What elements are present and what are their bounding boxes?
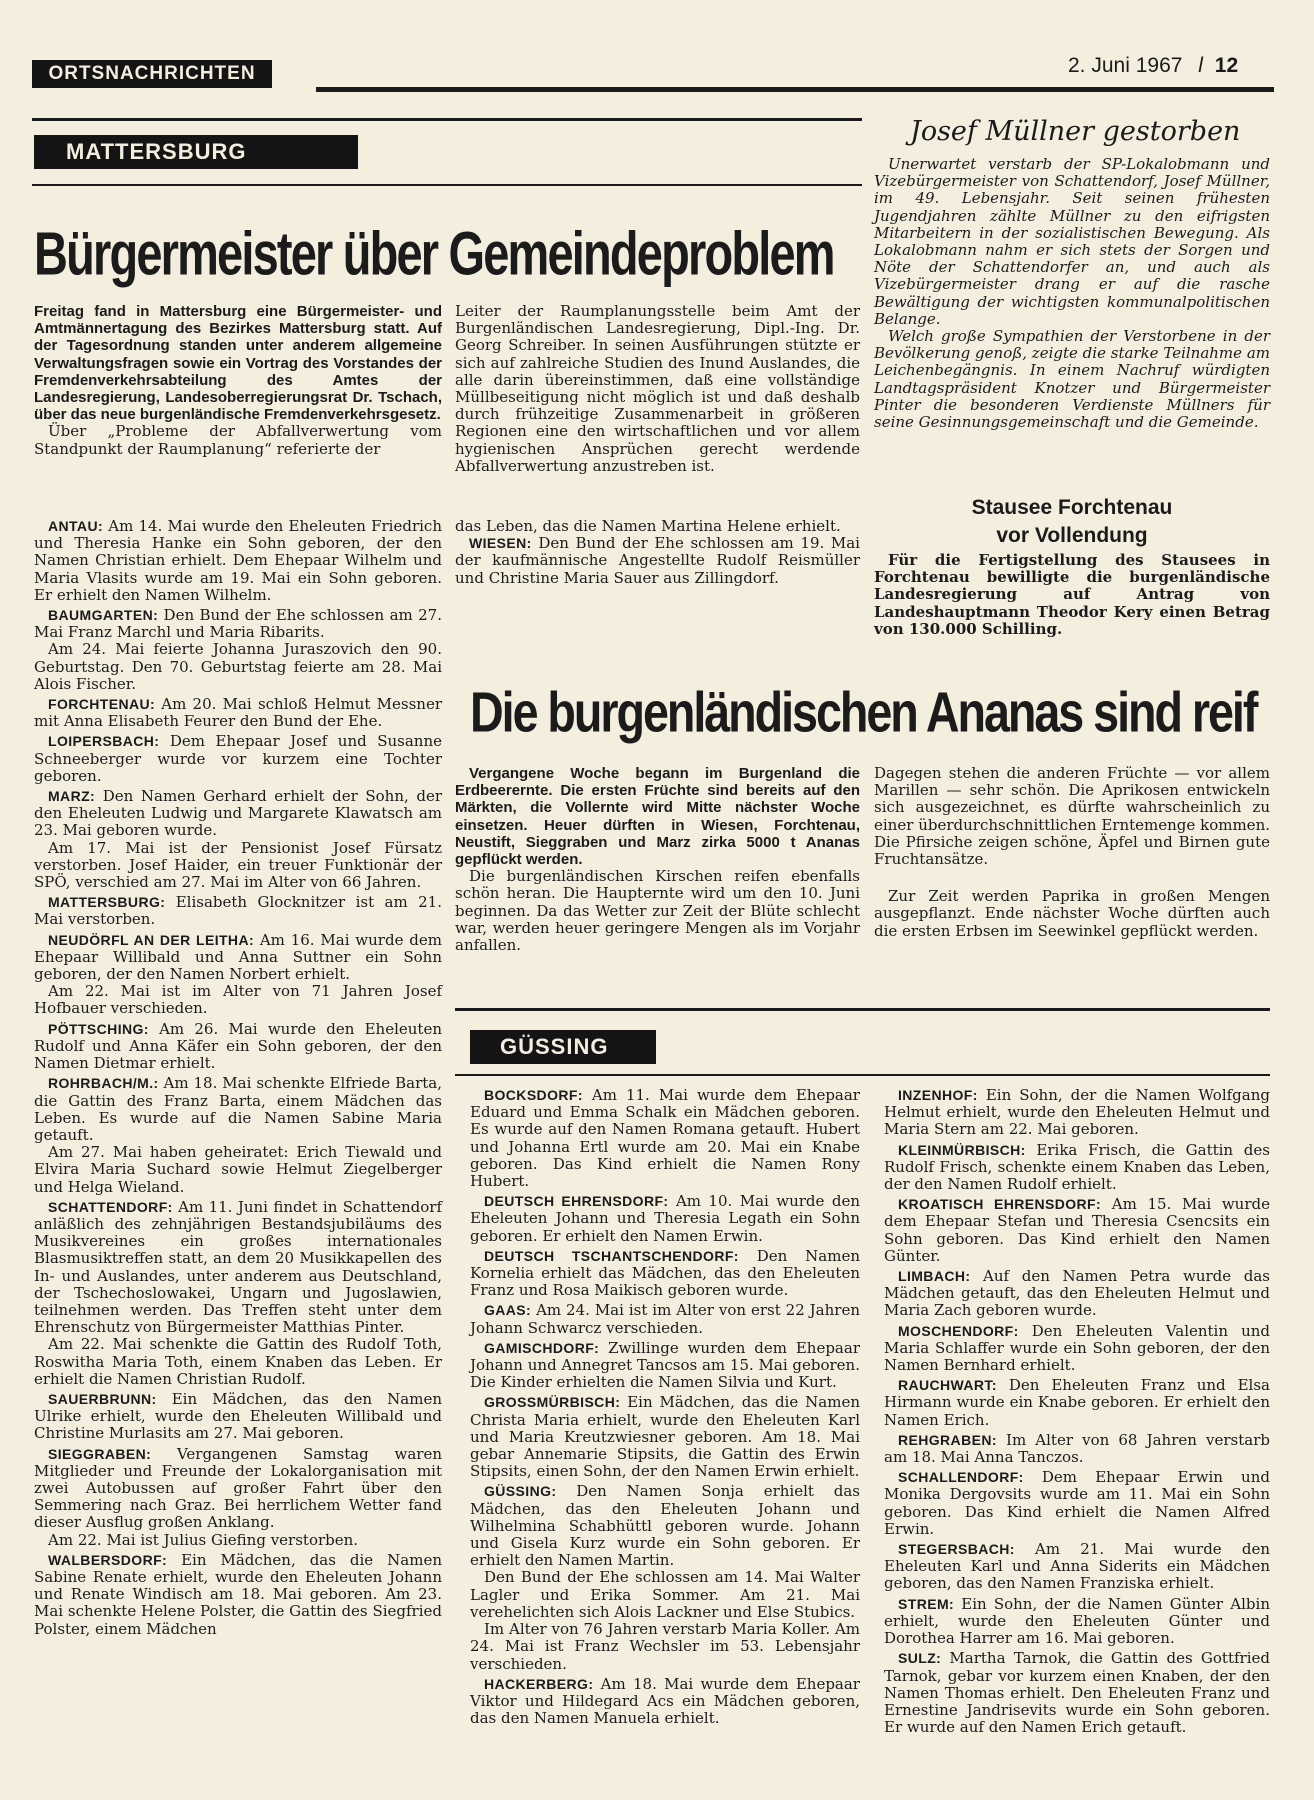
- notice-text: Ein Mädchen, das die Namen Sabine Renate erhielt, wurde den Eheleuten Johann und Renate Windisch am 18. Mai geboren. Am 23. Mai schenkte Helene Polster, die Gattin des Siegfried Polster, einem Mädchen: [34, 1550, 442, 1638]
- section-label-mattersburg: [34, 135, 358, 169]
- notice-entry: [34, 733, 442, 785]
- notice-place-name: GAMISCHDORF:: [484, 1339, 600, 1356]
- notice-text: Zwillinge wurden dem Ehepaar Johann und Annegret Tancsos am 15. Mai geboren. Die Kinder erhielten die Namen Silvia und Kurt.: [470, 1338, 860, 1392]
- notice-entry: [470, 1087, 860, 1190]
- mattersburg-lead-col2: [455, 303, 860, 475]
- notice-entry: [34, 518, 442, 604]
- mattersburg-notices-col2: [455, 518, 860, 587]
- notice-entry: [34, 696, 442, 730]
- notice-place-name: SULZ:: [898, 1650, 942, 1667]
- notice-place-name: LOIPERSBACH:: [48, 733, 160, 750]
- notice-text: Erika Frisch, die Gattin des Rudolf Frisch, schenkte einem Knaben das Leben, der den Namen Rudolf erhielt.: [884, 1140, 1270, 1194]
- date-separator: l: [1198, 54, 1203, 77]
- notice-place-name: NEUDÖRFL AN DER LEITHA:: [48, 931, 255, 948]
- notice-text: Am 21. Mai wurde den Eheleuten Karl und Anna Siderits ein Mädchen geboren, das den Namen Franziska erhielt.: [884, 1540, 1270, 1593]
- notice-text: Ein Mädchen, das den Namen Ulrike erhielt, wurde den Eheleuten Willibald und Christine Murlasits am 27. Mai geboren.: [34, 1389, 442, 1443]
- notice-text: Im Alter von 68 Jahren verstarb am 18. Mai Anna Tanczos.: [884, 1430, 1270, 1467]
- notice-place-name: MARZ:: [48, 788, 96, 805]
- notice-subentry: Im Alter von 76 Jahren verstarb Maria Koller. Am 24. Mai ist Franz Wechsler im 53. Lebensjahr verschieden.: [470, 1620, 860, 1673]
- date-text: 2. Juni 1967: [1068, 54, 1183, 77]
- mattersburg-lead-col1: [34, 303, 442, 458]
- notice-place-name: STEGERSBACH:: [898, 1541, 1015, 1558]
- ananas-paragraph-3: Dagegen stehen die anderen Früchte — vor allem Marillen — sehr schön. Die Aprikosen entwickeln sich ausgezeichnet, es dürfte wahrscheinlich zu einer überdurchschnittlichen Erntemenge kommen. Die Pfirsiche zeigen schöne, Äpfel und Birnen gute Fruchtansätze.: [874, 764, 1270, 869]
- notice-text: Ein Sohn, der die Namen Günter Albin erhielt, wurde den Eheleuten Günter und Dorothea Harrer am 16. Mai geboren.: [884, 1594, 1270, 1648]
- notice-text: Den Bund der Ehe schlossen am 19. Mai der kaufmännische Angestellte Rudolf Reismüller und Christine Maria Sauer aus Zillingdorf.: [455, 534, 860, 587]
- notice-text: Auf den Namen Petra wurde das Mädchen getauft, das den Eheleuten Helmut und Maria Zach geboren wurde.: [884, 1267, 1270, 1320]
- notice-place-name: ROHRBACH/M.:: [48, 1075, 159, 1092]
- notice-text: Am 11. Mai wurde dem Ehepaar Eduard und Emma Schalk ein Mädchen geboren. Es wurde auf den Namen Romana getauft. Hubert und Johanna Ertl wurde am 20. Mai ein Knabe geboren. Das Kind erhielt die Namen Rony Hubert.: [470, 1086, 860, 1191]
- headline-ananas: Die burgenländischen Ananas sind reif: [470, 680, 1257, 744]
- obituary-body: [874, 156, 1270, 431]
- notice-text: Am 24. Mai ist im Alter von erst 22 Jahren Johann Schwarcz verschieden.: [470, 1301, 860, 1337]
- mattersburg-label-rule: [32, 184, 862, 186]
- header-rule: [316, 87, 1274, 92]
- notice-place-name: GROSSMÜRBISCH:: [484, 1394, 621, 1411]
- stausee-headline-line1: Stausee Forchtenau: [971, 496, 1173, 519]
- notice-subentry: Am 24. Mai feierte Johanna Juraszovich den 90. Geburtstag. Den 70. Geburtstag feierte am 28. Mai Alois Fischer.: [34, 640, 442, 693]
- ananas-paragraph-4: Zur Zeit werden Paprika in großen Mengen ausgepflanzt. Ende nächster Woche dürften auch die ersten Erbsen im Seewinkel gepflückt werden.: [874, 887, 1270, 940]
- notice-text: Am 15. Mai wurde dem Ehepaar Stefan und Theresia Csencsits ein Sohn geboren. Das Kind erhielt den Namen Günter.: [884, 1195, 1270, 1265]
- notice-entry: [34, 607, 442, 641]
- notice-entry: [884, 1377, 1270, 1429]
- notice-entry: [470, 1193, 860, 1245]
- notice-entry: [884, 1650, 1270, 1736]
- notice-entry: [34, 1446, 442, 1532]
- notice-text: Am 20. Mai schloß Helmut Messner mit Anna Elisabeth Feurer den Bund der Ehe.: [34, 695, 442, 731]
- obituary-paragraph-1: Unerwartet verstarb der SP-Lokalobmann und Vizebürgermeister von Schattendorf, Josef Müllner, im 49. Lebensjahr. Seit seinen frühesten Jugendjahren zählte Müllner zu den eifrigsten Mitarbeitern in der sozialistischen Bewegung. Als Lokalobmann nahm er sich stets der Sorgen und Nöte der Schattendorfer an, und auch als Vizebürgermeister drang er auf die rasche Bewältigung der wichtigsten kommunalpolitischen Belange.: [874, 155, 1270, 328]
- obituary-headline: Josef Müllner gestorben: [910, 116, 1241, 147]
- notice-text: Elisabeth Glocknitzer ist am 21. Mai verstorben.: [34, 893, 442, 929]
- notice-text: Ein Mädchen, das die Namen Christa Maria erhielt, wurde den Eheleuten Karl und Maria Kreutzwiesner geboren. Am 18. Mai gebar Annemarie Stipsits, die Gattin des Erwin Stipsits, einen Sohn, der den Namen Erwin erhielt.: [470, 1393, 860, 1481]
- notice-text: Am 26. Mai wurde den Eheleuten Rudolf und Anna Käfer ein Sohn geboren, der den Namen Dietmar erhielt.: [34, 1019, 442, 1073]
- section-label-ortsnachrichten: ORTSNACHRICHTEN: [32, 60, 272, 88]
- notice-place-name: ANTAU:: [48, 518, 104, 534]
- notice-entry: [884, 1142, 1270, 1194]
- notice-entry: [34, 932, 442, 984]
- page-date: [1068, 54, 1238, 78]
- notice-entry: [884, 1196, 1270, 1265]
- notice-entry: [34, 894, 442, 928]
- notice-entry: [884, 1596, 1270, 1648]
- ananas-col1: [455, 765, 860, 954]
- notice-entry: [884, 1323, 1270, 1375]
- ananas-paragraph-2: Die burgenländischen Kirschen reifen ebenfalls schön heran. Die Haupternte wird um den 10. Juni beginnen. Da das Wetter zur Zeit der Blüte schlecht war, werden heuer geringere Mengen als im Vorjahr anfallen.: [455, 867, 860, 955]
- notice-entry: [884, 1469, 1270, 1538]
- notice-entry: [34, 1021, 442, 1073]
- notice-entry: [34, 1552, 442, 1638]
- notice-entry: [470, 1483, 860, 1569]
- notice-place-name: PÖTTSCHING:: [48, 1020, 149, 1037]
- notice-place-name: HACKERBERG:: [484, 1675, 594, 1692]
- notice-entry: [470, 1248, 860, 1300]
- notice-place-name: SIEGGRABEN:: [48, 1445, 152, 1462]
- notice-place-name: MATTERSBURG:: [48, 894, 166, 911]
- notice-entry: [884, 1268, 1270, 1320]
- notice-place-name: INZENHOF:: [898, 1087, 978, 1103]
- stausee-headline-line2: vor Vollendung: [996, 524, 1148, 547]
- ananas-lead: Vergangene Woche begann im Burgenland die Erdbeerernte. Die ersten Früchte sind bereits auf den Märkten, die Vollernte wird Mitte nächster Woche einsetzen. Heuer dürften in Wiesen, Forchtenau, Neustift, Sieggraben und Marz zirka 5000 t Ananas gepflückt werden.: [455, 765, 860, 869]
- notice-subentry: Am 27. Mai haben geheiratet: Erich Tiewald und Elvira Maria Suchard sowie Helmut Ziegelberger und Helga Wieland.: [34, 1143, 442, 1196]
- guessing-notices-col1: [470, 1087, 860, 1727]
- notice-place-name: GÜSSING:: [484, 1483, 557, 1500]
- notice-place-name: REHGRABEN:: [898, 1431, 997, 1448]
- notice-place-name: KLEINMÜRBISCH:: [898, 1141, 1026, 1158]
- notice-entry: [884, 1087, 1270, 1139]
- stausee-paragraph: Für die Fertigstellung des Stausees in Forchtenau bewilligte die burgenländische Landesregierung auf Antrag von Landeshauptmann Theodor Kery einen Betrag von 130.000 Schilling.: [874, 551, 1270, 638]
- notice-text: Den Namen Kornelia erhielt das Mädchen, das den Eheleuten Franz und Rosa Maikisch geboren wurde.: [470, 1246, 860, 1300]
- lead-paragraph-2: Über „Probleme der Abfallverwertung vom Standpunkt der Raumplanung“ referierte der: [34, 422, 442, 458]
- notice-text: Den Namen Sonja erhielt das Mädchen, das den Eheleuten Johann und Wilhelmina Schabhüttl geboren wurde. Johann und Gisela Kurz wurde ein Sohn geboren. Er erhielt den Namen Martin.: [470, 1482, 860, 1570]
- notice-subentry: Am 22. Mai ist im Alter von 71 Jahren Josef Hofbauer verschieden.: [34, 982, 442, 1018]
- notice-subentry: Am 17. Mai ist der Pensionist Josef Fürsatz verstorben. Josef Haider, ein treuer Funktionär der SPÖ, verschied am 27. Mai im Alter von 66 Jahren.: [34, 838, 442, 892]
- notice-place-name: WIESEN:: [469, 535, 532, 552]
- notice-text: Am 18. Mai schenkte Elfriede Barta, die Gattin des Franz Barta, einem Mädchen das Leben. Es wurde auf die Namen Sabine Maria getauft.: [34, 1074, 442, 1144]
- lead-paragraph: Freitag fand in Mattersburg eine Bürgermeister- und Amtmännertagung des Bezirkes Mattersburg statt. Auf der Tagesordnung standen unter anderem allgemeine Verwaltungsfragen sowie ein Vortrag des Vorstandes der Fremdenverkehrsabteilung des Amtes der Landesregierung, Landesoberregierungsrat Dr. Tschach, über das neue burgenländische Fremdenverkehrsgesetz.: [34, 303, 442, 424]
- notice-place-name: LIMBACH:: [898, 1268, 971, 1285]
- notice-place-name: DEUTSCH EHRENSDORF:: [484, 1193, 669, 1210]
- notice-entry: [34, 1199, 442, 1337]
- notice-place-name: BAUMGARTEN:: [48, 607, 159, 624]
- headline-buergermeister: Bürgermeister über Gemeindeproblem: [34, 220, 834, 289]
- notice-entry: [34, 1391, 442, 1443]
- notice-place-name: BOCKSDORF:: [484, 1087, 583, 1103]
- guessing-notices-col2: [884, 1087, 1270, 1736]
- notice-place-name: GAAS:: [484, 1302, 532, 1319]
- notice-entry: [470, 1394, 860, 1480]
- notice-place-name: KROATISCH EHRENSDORF:: [898, 1196, 1102, 1213]
- section-label-guessing: [470, 1030, 656, 1064]
- mattersburg-top-rule: [32, 118, 862, 121]
- notice-text: Vergangenen Samstag waren Mitglieder und Freunde der Lokalorganisation mit zwei Autobussen auf großer Fahrt über den Semmering nach Graz. Bei herrlichem Wetter fand dieser Ausflug großen Anklang.: [34, 1444, 442, 1532]
- stausee-headline: [874, 494, 1270, 550]
- notice-subentry: Am 22. Mai schenkte die Gattin des Rudolf Toth, Roswitha Maria Toth, einem Knaben das Leben. Er erhielt die Namen Christian Rudolf.: [34, 1335, 442, 1388]
- notice-continuation: das Leben, das die Namen Martina Helene erhielt.: [455, 517, 841, 535]
- notice-text: Am 14. Mai wurde den Eheleuten Friedrich und Theresia Hanke ein Sohn geboren, der den Namen Christian erhielt. Dem Ehepaar Wilhelm und Maria Vlasits wurde am 19. Mai ein Sohn geboren. Er erhielt den Namen Wilhelm.: [34, 517, 442, 604]
- notice-text: Den Namen Gerhard erhielt der Sohn, der den Eheleuten Ludwig und Margarete Klawatsch am 23. Mai geboren wurde.: [34, 787, 442, 840]
- mattersburg-notices-col1: [34, 518, 442, 1638]
- notice-text: Am 11. Juni findet in Schattendorf anläßlich des zehnjährigen Bestandsjubiläums des Musikvereines ein großes internationales Blasmusiktreffen statt, an dem 20 Musikkapellen des In- und Auslandes, unter anderem aus Deutschland, der Tschechoslowakei, Ungarn und Jugoslawien, teilnehmen werden. Das Treffen steht unter dem Ehrenschutz von Bürgermeister Matthias Pinter.: [34, 1197, 442, 1337]
- ananas-col2: [874, 765, 1270, 940]
- notice-text: Den Eheleuten Valentin und Maria Schlaffer wurde ein Sohn geboren, der den Namen Bernhard erhielt.: [884, 1321, 1270, 1375]
- notice-text: Ein Sohn, der die Namen Wolfgang Helmut erhielt, wurde den Eheleuten Helmut und Maria Stern am 22. Mai geboren.: [884, 1086, 1270, 1139]
- notice-text: Martha Tarnok, die Gattin des Gottfried Tarnok, gebar vor kurzem einen Knaben, der den Namen Thomas erhielt. Den Eheleuten Franz und Ernestine Jandrisevits wurde ein Sohn geboren. Er wurde auf den Namen Erich getauft.: [884, 1649, 1270, 1737]
- notice-subentry: Am 22. Mai ist Julius Giefing verstorben.: [48, 1530, 359, 1549]
- notice-entry: [884, 1432, 1270, 1466]
- notice-entry: [470, 1302, 860, 1336]
- page-number: 12: [1214, 54, 1239, 77]
- section-label-guessing-text: GÜSSING: [500, 1034, 609, 1059]
- notice-place-name: FORCHTENAU:: [48, 696, 156, 713]
- obituary-paragraph-2: Welch große Sympathien der Verstorbene in der Bevölkerung genoß, zeigte die starke Teilnahme am Leichenbegängnis. In einem Nachruf würdigten Landtagspräsident Knotzer und Bürgermeister Pinter die besonderen Verdienste Müllners für seine Gesinnungsgemeinschaft und die Gemeinde.: [874, 327, 1270, 432]
- lead-paragraph-continued: Leiter der Raumplanungsstelle beim Amt der Burgenländischen Landesregierung, Dipl.-Ing. Dr. Georg Schreiber. In seinen Ausführungen stützte er sich auf zahlreiche Studien des Inund Auslandes, die alle darin übereinstimmen, daß eine vollständige Müllbeseitigung nicht möglich ist und daß deshalb durch frühzeitige Zusammenarbeit in größeren Regionen eine den wirtschaftlichen und vor allem hygienischen Ansprüchen gerecht werdende Abfallverwertung anzustreben ist.: [455, 302, 860, 475]
- notice-entry: [884, 1541, 1270, 1593]
- notice-place-name: SAUERBRUNN:: [48, 1390, 157, 1407]
- notice-entry: [455, 535, 860, 587]
- notice-text: Am 16. Mai wurde dem Ehepaar Willibald und Anna Suttner ein Sohn geboren, der den Namen Norbert erhielt.: [34, 930, 442, 984]
- notice-place-name: STREM:: [898, 1595, 955, 1612]
- guessing-label-rule: [455, 1074, 1270, 1076]
- notice-place-name: SCHATTENDORF:: [48, 1198, 173, 1215]
- notice-entry: [470, 1340, 860, 1392]
- notice-entry: [34, 1075, 442, 1144]
- guessing-top-rule: [455, 1008, 1270, 1011]
- notice-place-name: DEUTSCH TSCHANTSCHENDORF:: [484, 1247, 739, 1264]
- notice-place-name: SCHALLENDORF:: [898, 1469, 1024, 1486]
- stausee-body: [874, 552, 1270, 638]
- notice-entry: [470, 1676, 860, 1728]
- section-label-mattersburg-text: MATTERSBURG: [66, 139, 247, 164]
- notice-place-name: RAUCHWART:: [898, 1377, 997, 1394]
- notice-entry: [34, 788, 442, 840]
- notice-place-name: MOSCHENDORF:: [898, 1322, 1019, 1339]
- notice-text: Dem Ehepaar Erwin und Monika Dergovsits wurde am 11. Mai ein Sohn geboren. Das Kind erhielt die Namen Alfred Erwin.: [884, 1468, 1270, 1538]
- notice-subentry: Den Bund der Ehe schlossen am 14. Mai Walter Lagler und Erika Sommer. Am 21. Mai verehelichten sich Alois Lackner und Else Stubics.: [470, 1568, 860, 1621]
- notice-text: Am 10. Mai wurde den Eheleuten Johann und Theresia Legath ein Sohn geboren. Er erhielt den Namen Erwin.: [470, 1192, 860, 1245]
- notice-place-name: WALBERSDORF:: [48, 1551, 168, 1568]
- notice-text: Den Eheleuten Franz und Elsa Hirmann wurde ein Knabe geboren. Er erhielt den Namen Erich.: [884, 1376, 1270, 1429]
- notice-text: Den Bund der Ehe schlossen am 27. Mai Franz Marchl und Maria Ribarits.: [34, 606, 442, 642]
- notice-text: Dem Ehepaar Josef und Susanne Schneeberger wurde vor kurzem eine Tochter geboren.: [34, 732, 442, 785]
- notice-text: Am 18. Mai wurde dem Ehepaar Viktor und Hildegard Acs ein Mädchen geboren, das den Namen Manuela erhielt.: [470, 1674, 860, 1728]
